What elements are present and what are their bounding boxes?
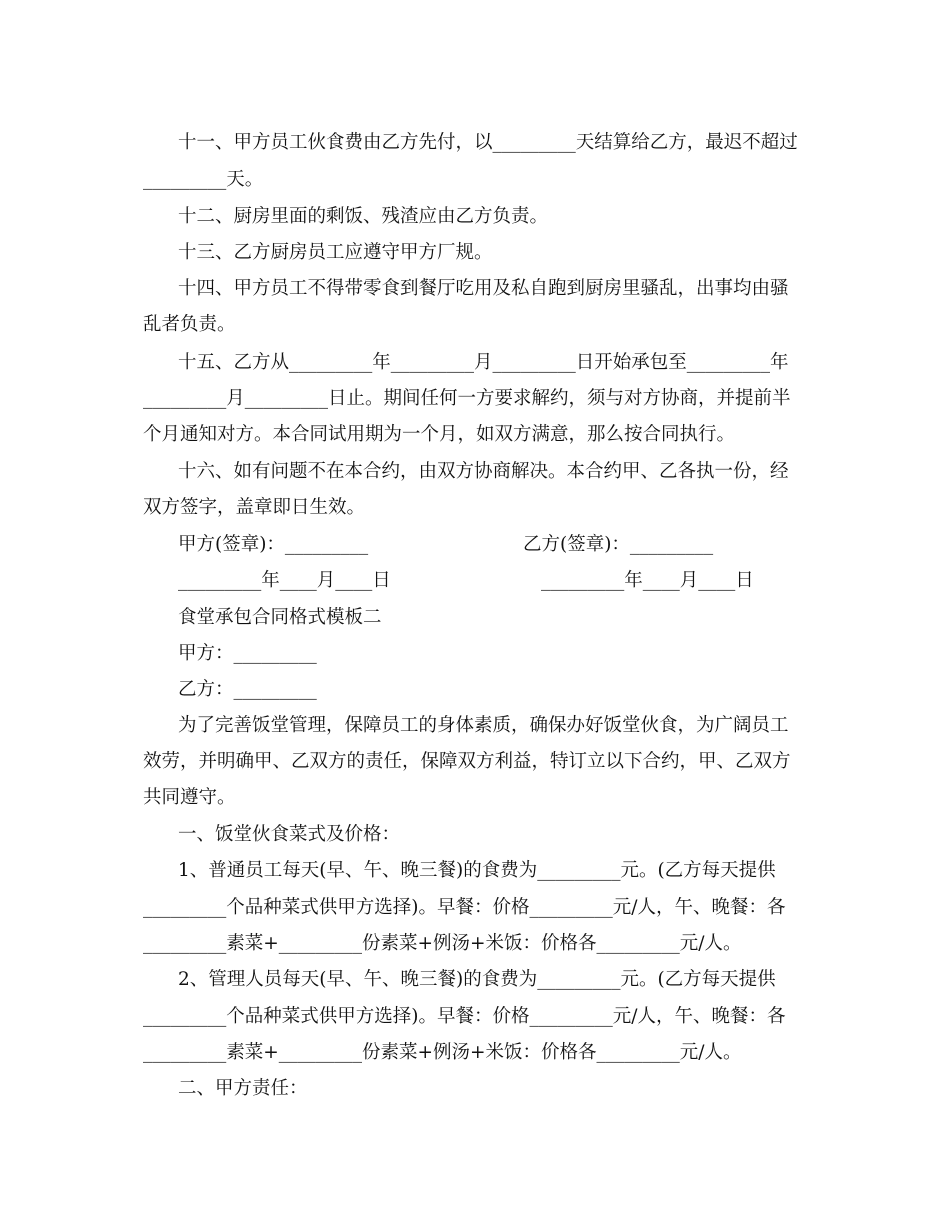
signature-party-a: 甲方(签章)：_________: [178, 534, 369, 555]
item1-line3: _________素菜+_________份素菜+例汤+米饭：价格各_________元/人。: [143, 933, 742, 954]
clause-15-line2: _________月_________日止。期间任何一方要求解约，须与对方协商，并提前半: [143, 388, 791, 409]
item2-line3: _________素菜+_________份素菜+例汤+米饭：价格各_________元/人。: [143, 1042, 742, 1063]
clause-15-line3: 个月通知对方。本合同试用期为一个月，如双方满意，那么按合同执行。: [143, 424, 736, 445]
clause-13: 十三、乙方厨房员工应遵守甲方厂规。: [178, 242, 493, 263]
item2-line1: 2、管理人员每天(早、午、晚三餐)的食费为_________元。(乙方每天提供: [178, 969, 776, 990]
clause-16-line1: 十六、如有问题不在本合约，由双方协商解决。本合约甲、乙各执一份，经: [178, 461, 789, 482]
intro-line3: 共同遵守。: [143, 787, 236, 808]
clause-14-line2: 乱者负责。: [143, 314, 236, 335]
clause-16-line2: 双方签字，盖章即日生效。: [143, 497, 366, 518]
section2-heading: 二、甲方责任：: [178, 1078, 308, 1099]
template2-party-a: 甲方：_________: [178, 643, 317, 664]
clause-11-line2: _________天。: [143, 169, 264, 190]
signature-date-b: _________年____月____日: [541, 570, 754, 591]
intro-line2: 效劳，并明确甲、乙双方的责任，保障双方利益，特订立以下合约，甲、乙双方: [143, 751, 791, 772]
clause-11-line1: 十一、甲方员工伙食费由乙方先付，以_________天结算给乙方，最迟不超过: [178, 132, 798, 153]
template2-title: 食堂承包合同格式模板二: [178, 607, 382, 628]
template2-party-b: 乙方：_________: [178, 679, 317, 700]
signature-date-a: _________年____月____日: [178, 570, 391, 591]
signature-party-b: 乙方(签章)：_________: [523, 534, 714, 555]
clause-12: 十二、厨房里面的剩饭、残渣应由乙方负责。: [178, 206, 549, 227]
clause-15-line1: 十五、乙方从_________年_________月_________日开始承包至_________年: [178, 352, 789, 373]
intro-line1: 为了完善饭堂管理，保障员工的身体素质，确保办好饭堂伙食，为广阔员工: [178, 715, 789, 736]
item1-line2: _________个品种菜式供甲方选择)。早餐：价格_________元/人，午、晚餐：各: [143, 897, 786, 918]
item1-line1: 1、普通员工每天(早、午、晚三餐)的食费为_________元。(乙方每天提供: [178, 860, 776, 881]
section1-heading: 一、饭堂伙食菜式及价格：: [178, 824, 401, 845]
item2-line2: _________个品种菜式供甲方选择)。早餐：价格_________元/人，午、晚餐：各: [143, 1006, 786, 1027]
clause-14-line1: 十四、甲方员工不得带零食到餐厅吃用及私自跑到厨房里骚乱，出事均由骚: [178, 278, 789, 299]
